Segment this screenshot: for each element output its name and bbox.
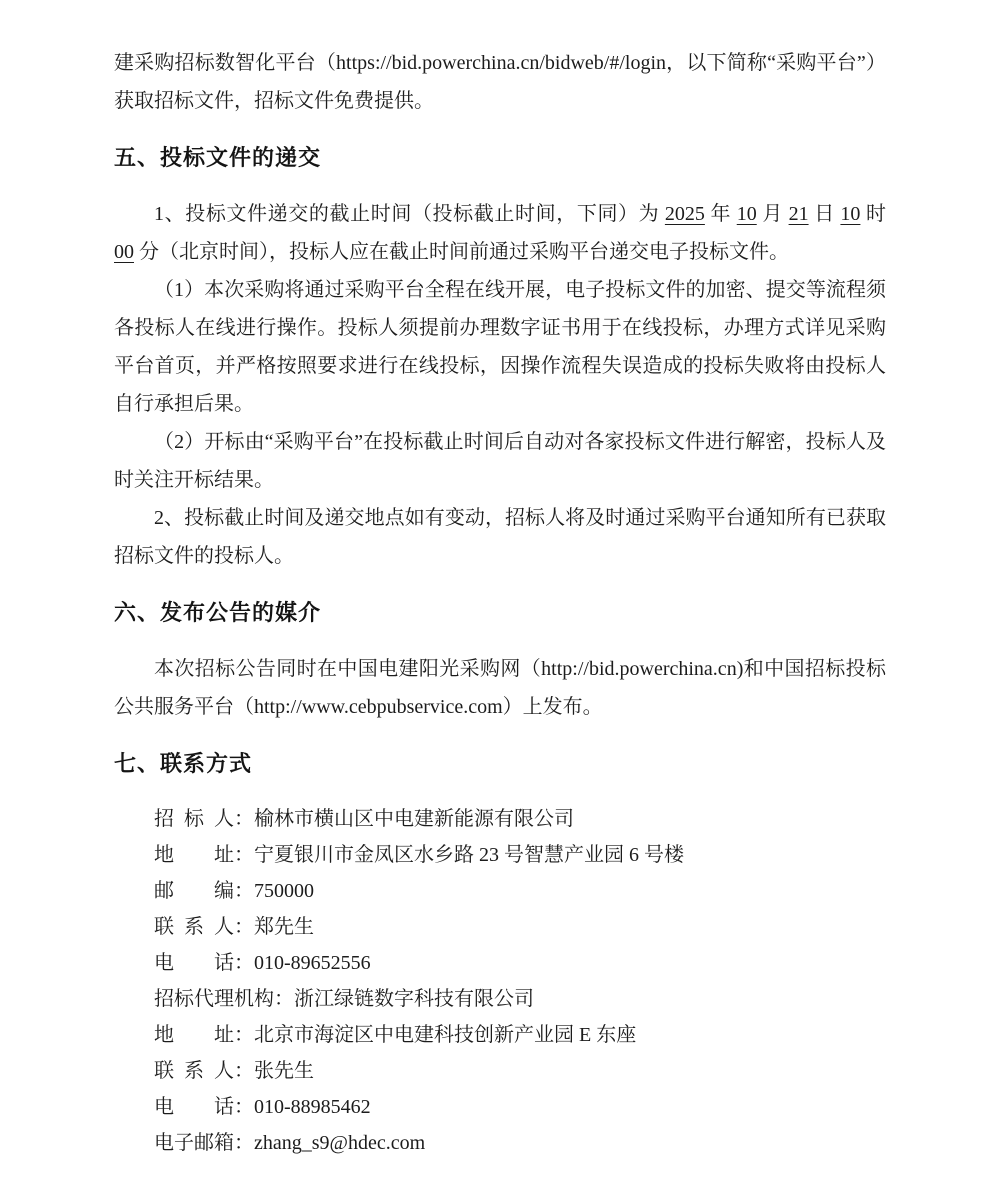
contact-row-agency-address — [114, 1017, 886, 1053]
deadline-text-segment: 时 — [860, 203, 887, 225]
contact-label: 邮 编： — [154, 880, 254, 902]
deadline-year-value: 2025 — [664, 203, 705, 225]
bid-opening-paragraph: （2）开标由“采购平台”在投标截止时间后自动对各家投标文件进行解密，投标人及时关注开标结果。 — [114, 431, 886, 491]
contact-row-agency — [114, 981, 886, 1017]
contact-value: 榆林市横山区中电建新能源有限公司 — [254, 808, 574, 830]
contact-value: 张先生 — [254, 1060, 314, 1082]
intro-paragraph: 建采购招标数智化平台（https://bid.powerchina.cn/bidweb/#/login，以下简称“采购平台”）获取招标文件，招标文件免费提供。 — [114, 52, 886, 112]
announcement-media-paragraph: 本次招标公告同时在中国电建阳光采购网（http://bid.powerchina.cn)和中国招标投标公共服务平台（http://www.cebpubservice.com）上发布。 — [114, 658, 886, 718]
deadline-change-notice-paragraph: 2、投标截止时间及递交地点如有变动，招标人将及时通过采购平台通知所有已获取招标文件的投标人。 — [114, 507, 886, 567]
contact-label: 招标代理机构： — [154, 988, 294, 1010]
contact-value: 北京市海淀区中电建科技创新产业园 E 东座 — [254, 1024, 637, 1046]
contact-value: 浙江绿链数字科技有限公司 — [294, 988, 534, 1010]
contact-row-agency-contact-person — [114, 1053, 886, 1089]
deadline-paragraph — [114, 195, 886, 271]
deadline-text-segment: 日 — [808, 203, 841, 225]
contact-label: 电 话： — [154, 1096, 254, 1118]
contact-label: 电 话： — [154, 952, 254, 974]
contact-value: 010-88985462 — [254, 1096, 371, 1118]
section6-heading: 六、发布公告的媒介 — [114, 600, 322, 625]
contact-row-phone — [114, 945, 886, 981]
contact-list — [114, 801, 886, 1161]
section5-heading: 五、投标文件的递交 — [114, 145, 322, 170]
deadline-text-segment: 月 — [756, 203, 789, 225]
contact-label: 招 标 人： — [154, 808, 254, 830]
contact-row-postcode — [114, 873, 886, 909]
deadline-day-value: 21 — [788, 203, 809, 225]
contact-row-address — [114, 837, 886, 873]
contact-row-agency-phone — [114, 1089, 886, 1125]
contact-value: 宁夏银川市金凤区水乡路 23 号智慧产业园 6 号楼 — [254, 844, 684, 866]
online-procedure-paragraph: （1）本次采购将通过采购平台全程在线开展，电子投标文件的加密、提交等流程须各投标人在线进行操作。投标人须提前办理数字证书用于在线投标，办理方式详见采购平台首页，并严格按照要求进行在线投标，因操作流程失误造成的投标失败将由投标人自行承担后果。 — [114, 279, 886, 415]
deadline-text-segment: 年 — [704, 203, 737, 225]
contact-row-tenderer — [114, 801, 886, 837]
deadline-hour-value: 10 — [840, 203, 861, 225]
contact-label: 地 址： — [154, 1024, 254, 1046]
contact-value: 750000 — [254, 880, 314, 902]
contact-label: 地 址： — [154, 844, 254, 866]
contact-value: 010-89652556 — [254, 952, 371, 974]
contact-row-email — [114, 1125, 886, 1161]
contact-value: 郑先生 — [254, 916, 314, 938]
deadline-minute-value: 00 — [114, 241, 134, 263]
section7-heading: 七、联系方式 — [114, 751, 253, 776]
deadline-month-value: 10 — [736, 203, 757, 225]
contact-row-contact-person — [114, 909, 886, 945]
deadline-text-segment: 分（北京时间），投标人应在截止时间前通过采购平台递交电子投标文件。 — [134, 241, 789, 263]
contact-label: 电子邮箱： — [154, 1132, 254, 1154]
contact-value: zhang_s9@hdec.com — [254, 1132, 426, 1154]
deadline-text-segment: 1、投标文件递交的截止时间（投标截止时间，下同）为 — [154, 203, 665, 225]
contact-label: 联 系 人： — [154, 1060, 254, 1082]
contact-label: 联 系 人： — [154, 916, 254, 938]
